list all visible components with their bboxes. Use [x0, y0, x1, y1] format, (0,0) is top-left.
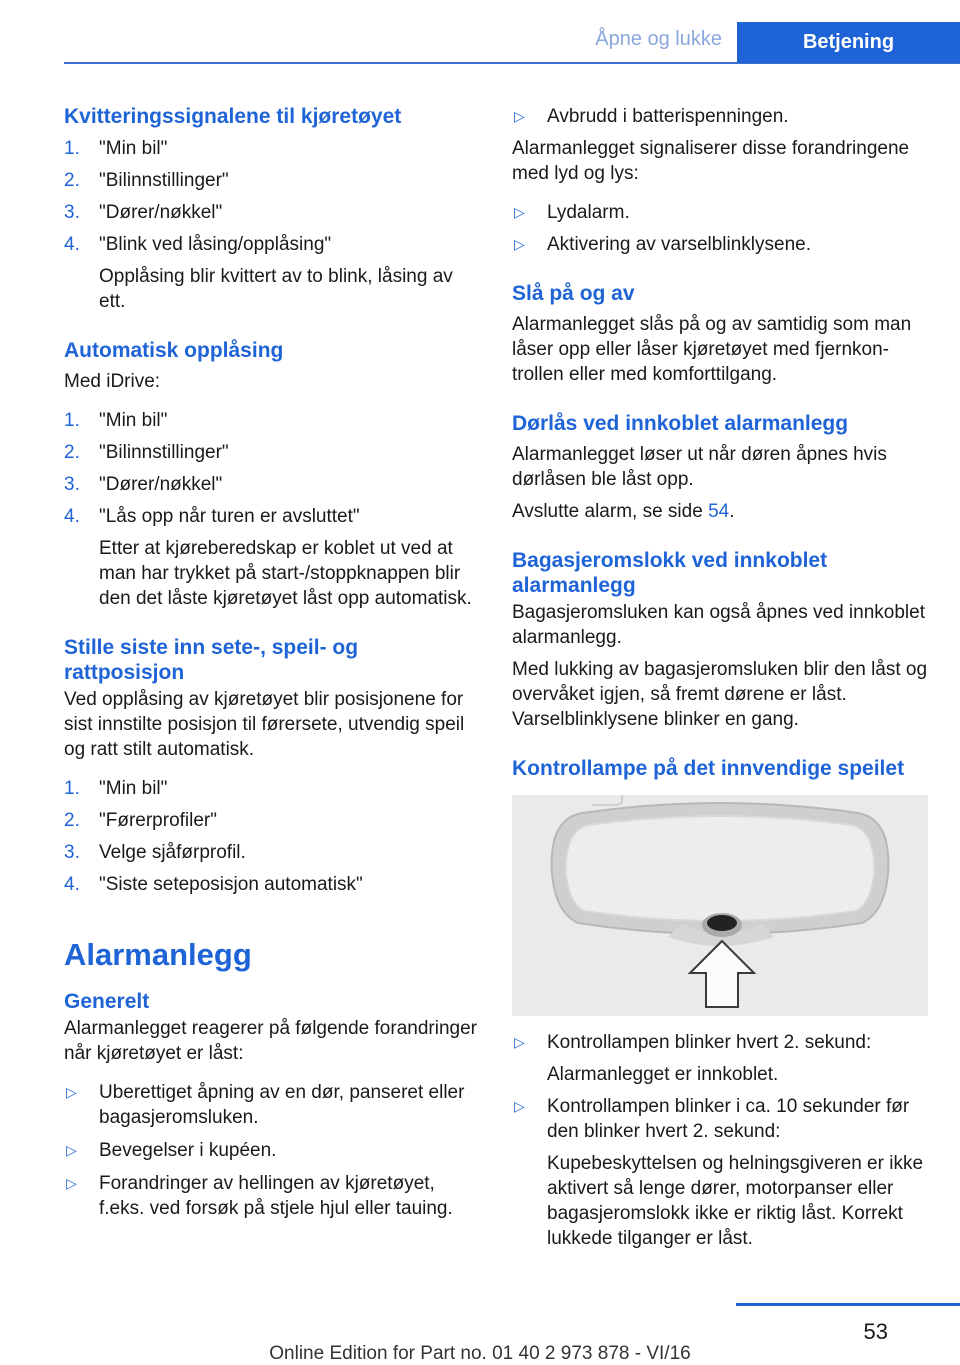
list-item: [64, 1138, 484, 1163]
list-number: 2.: [64, 810, 80, 831]
signal-items: [512, 200, 928, 257]
auto-intro: Med iDrive:: [64, 371, 161, 392]
list-note: Etter at kjøreberedskap er koblet ut ved at man har trykket på start-/stoppknappen blir den det låste kjøretøyet låst opp automatisk.: [99, 538, 472, 609]
list-note: Opplåsing blir kvittert av to blink, låsing av ett.: [99, 266, 453, 312]
list-text: "Siste seteposisjon automatisk": [99, 874, 363, 895]
auto-steps: [64, 408, 484, 611]
page-number: 53: [863, 1319, 888, 1344]
list-item: [64, 840, 484, 865]
list-item: [512, 200, 928, 225]
list-item: [64, 408, 484, 433]
right-column: [512, 102, 928, 1251]
list-item: [64, 504, 484, 529]
list-item: [64, 872, 484, 897]
list-note: Kupebeskyttelsen og helningsgiveren er ikke aktivert så lenge dører, motorpanser eller bagasjeromslokk ikke er riktig låst. Korrekt lukkede tilganger er låst.: [547, 1153, 924, 1249]
generelt-text: Alarmanlegget reagerer på følgende forandringer når kjøretøyet er låst:: [64, 1018, 477, 1064]
list-text: Lydalarm.: [547, 202, 630, 223]
list-number: 4.: [64, 506, 80, 527]
list-item: [64, 168, 484, 193]
heading-kvittering: Kvitteringssignalene til kjøretøyet: [64, 105, 402, 128]
stille-text: Ved opplåsing av kjøretøyet blir posisjonene for sist innstilte posisjon til førersete, utvendig speil og ratt stilt automatisk.: [64, 689, 465, 760]
header-chapter-tab: Betjening: [737, 22, 960, 63]
bagasje-text-1: Bagasjeromsluken kan også åpnes ved innkoblet alarmanlegg.: [512, 602, 925, 648]
bagasje-text-2: Med lukking av bagasjeromsluken blir den låst og overvåket igjen, så fremt dørene er låst. Varselblinklysene blinker en gang.: [512, 659, 928, 730]
list-text: "Blink ved låsing/opplåsing": [99, 234, 332, 255]
list-text: "Dører/nøkkel": [99, 202, 223, 223]
list-item: [64, 1080, 484, 1130]
list-text: "Lås opp når turen er avsluttet": [99, 506, 360, 527]
avslutt-suffix: .: [729, 501, 735, 522]
list-item: [64, 200, 484, 225]
list-text: "Min bil": [99, 778, 168, 799]
list-text: Kontrollampen blinker i ca. 10 sekunder før den blinker hvert 2. sekund:: [547, 1096, 910, 1142]
avslutt-prefix: Avslutte alarm, se side: [512, 501, 709, 522]
list-item: [64, 1171, 484, 1221]
list-text: Uberettiget åpning av en dør, panseret eller bagasjeromsluken.: [99, 1082, 465, 1128]
left-column: [64, 102, 484, 1221]
list-note: Alarmanlegget er innkoblet.: [547, 1064, 779, 1085]
list-item: [512, 1094, 928, 1144]
header-section-title: Åpne og lukke: [595, 28, 722, 50]
list-number: 2.: [64, 170, 80, 191]
list-text: Forandringer av hellingen av kjøretøyet, f.eks. ved forsøk på stjele hjul eller tauing.: [99, 1173, 453, 1219]
kvitt-steps: [64, 136, 484, 314]
list-number: 3.: [64, 202, 80, 223]
heading-slaa-paa-og-av: Slå på og av: [512, 282, 635, 305]
avslutt-text: [512, 499, 928, 524]
list-item: [512, 1030, 928, 1055]
triangle-bullet-icon: ▷: [66, 1084, 77, 1100]
list-item: [64, 440, 484, 465]
list-number: 4.: [64, 234, 80, 255]
signal-text: Alarmanlegget signaliserer disse forandringene med lyd og lys:: [512, 138, 910, 184]
list-number: 4.: [64, 874, 80, 895]
list-item: [64, 776, 484, 801]
mirror-illustration: [512, 795, 928, 1016]
list-text: Bevegelser i kupéen.: [99, 1140, 277, 1161]
list-text: Aktivering av varselblinklysene.: [547, 234, 812, 255]
triangle-bullet-icon: ▷: [514, 236, 525, 252]
triangle-bullet-icon: ▷: [514, 1098, 525, 1114]
list-text: Kontrollampen blinker hvert 2. sekund:: [547, 1032, 872, 1053]
edition-text: Online Edition for Part no. 01 40 2 973 878 - VI/16: [269, 1343, 691, 1364]
list-number: 3.: [64, 474, 80, 495]
triangle-bullet-icon: ▷: [66, 1142, 77, 1158]
slaa-text: Alarmanlegget slås på og av samtidig som man låser opp eller låser kjøretøyet med fjernkontrollen eller med komforttilgang.: [512, 314, 912, 385]
dorlaas-text: Alarmanlegget løser ut når døren åpnes hvis dørlåsen ble låst opp.: [512, 444, 887, 490]
heading-generelt: Generelt: [64, 990, 150, 1013]
list-number: 1.: [64, 778, 80, 799]
list-item: [64, 808, 484, 833]
list-text: Velge sjåførprofil.: [99, 842, 246, 863]
page-link[interactable]: 54: [708, 501, 730, 522]
mirror-indicator-icon: [512, 795, 928, 1016]
list-text: "Min bil": [99, 410, 168, 431]
list-text: "Bilinnstillinger": [99, 170, 229, 191]
triangle-bullet-icon: ▷: [514, 108, 525, 124]
footer-rule: [736, 1303, 960, 1306]
heading-dorlaas: Dørlås ved innkoblet alarmanlegg: [512, 412, 849, 435]
triangle-bullet-icon: ▷: [514, 1034, 525, 1050]
list-number: 2.: [64, 442, 80, 463]
kontroll-items: [512, 1030, 928, 1251]
list-text: "Førerprofiler": [99, 810, 217, 831]
generelt-items: [64, 1080, 484, 1221]
triangle-bullet-icon: ▷: [514, 204, 525, 220]
list-item: [64, 232, 484, 257]
list-text: "Min bil": [99, 138, 168, 159]
list-text: Avbrudd i batterispenningen.: [547, 106, 789, 127]
list-item: [64, 136, 484, 161]
list-item: [64, 472, 484, 497]
list-text: "Bilinnstillinger": [99, 442, 229, 463]
list-number: 1.: [64, 138, 80, 159]
list-number: 1.: [64, 410, 80, 431]
heading-stille: Stille siste inn sete-, speil- og rattposisjon: [64, 636, 359, 684]
list-item: [512, 232, 928, 257]
heading-alarmanlegg: Alarmanlegg: [64, 937, 252, 972]
stille-steps: [64, 776, 484, 897]
triangle-bullet-icon: ▷: [66, 1175, 77, 1191]
list-text: "Dører/nøkkel": [99, 474, 223, 495]
list-item: [512, 104, 928, 129]
heading-kontrollampe: Kontrollampe på det innvendige speilet: [512, 757, 905, 780]
heading-bagasjerom: Bagasjeromslokk ved innkoblet alarmanlegg: [512, 549, 828, 597]
heading-automatisk: Automatisk opplåsing: [64, 339, 284, 362]
list-number: 3.: [64, 842, 80, 863]
